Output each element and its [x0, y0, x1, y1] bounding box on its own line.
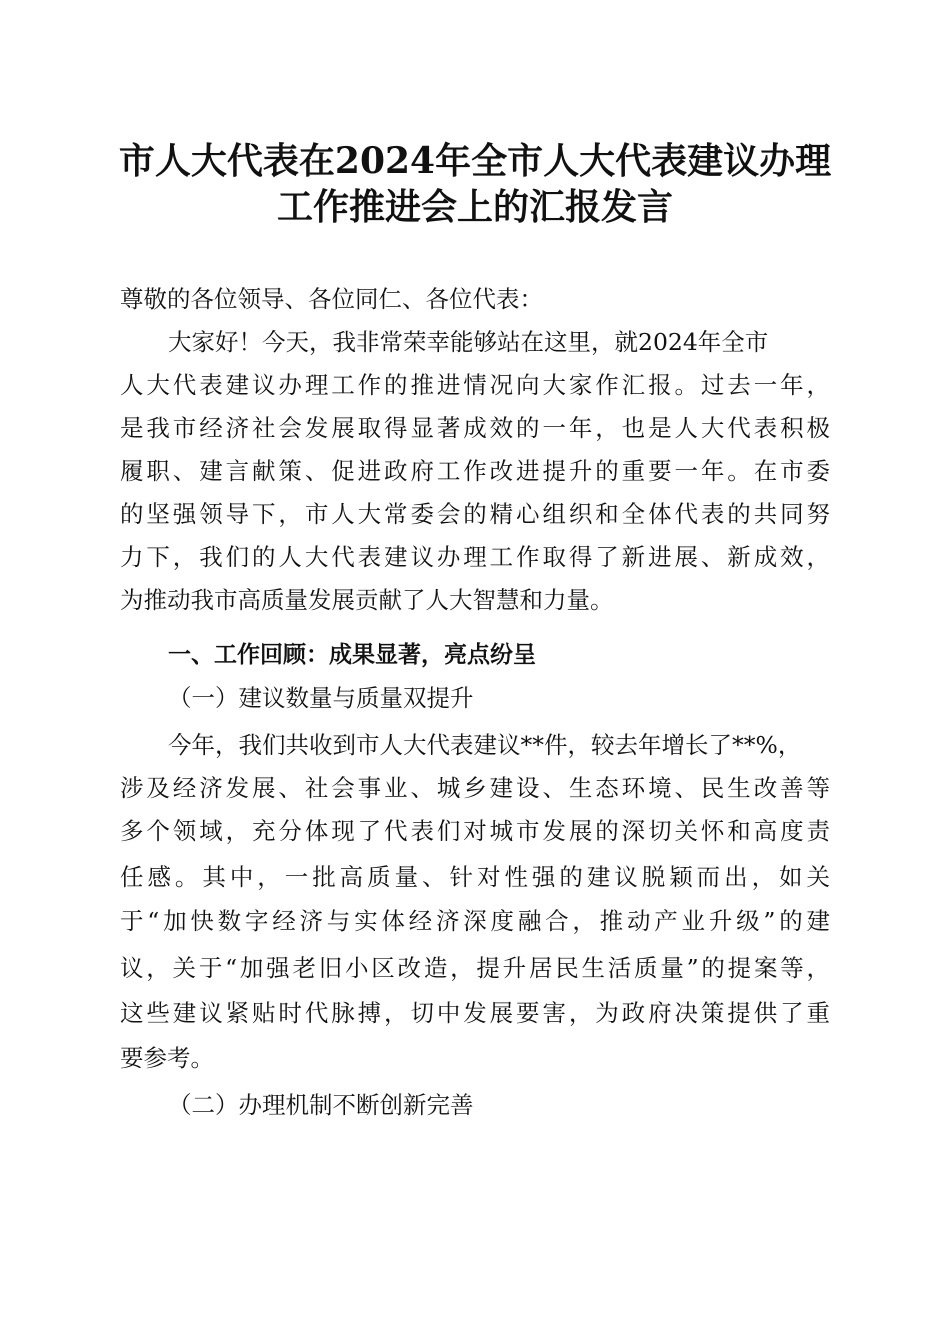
intro-line: 是我市经济社会发展取得显著成效的一年，也是人大代表积极: [120, 414, 830, 442]
subsection-heading: （二）办理机制不断创新完善: [168, 1091, 474, 1119]
body-line: 多个领域，充分体现了代表们对城市发展的深切关怀和高度责: [120, 817, 830, 845]
intro-line: 履职、建言献策、促进政府工作改进提升的重要一年。在市委: [120, 457, 830, 485]
body-line: 今年，我们共收到市人大代表建议**件，较去年增长了**%，: [168, 731, 802, 759]
body-line: 议，关于“加强老旧小区改造，提升居民生活质量”的提案等，: [120, 954, 830, 982]
salutation: 尊敬的各位领导、各位同仁、各位代表：: [120, 285, 543, 313]
intro-line: 大家好！今天，我非常荣幸能够站在这里，就2024年全市: [168, 328, 769, 356]
document-title-line-2: 工作推进会上的汇报发言: [276, 186, 673, 228]
intro-line: 人大代表建议办理工作的推进情况向大家作汇报。过去一年，: [120, 371, 830, 399]
body-line: 这些建议紧贴时代脉搏，切中发展要害，为政府决策提供了重: [120, 999, 830, 1027]
subsection-heading: （一）建议数量与质量双提升: [168, 684, 474, 712]
body-line: 涉及经济发展、社会事业、城乡建设、生态环境、民生改善等: [120, 774, 830, 802]
intro-line: 为推动我市高质量发展贡献了人大智慧和力量。: [120, 586, 614, 614]
body-line: 任感。其中，一批高质量、针对性强的建议脱颖而出，如关: [120, 863, 830, 891]
body-line: 于“加快数字经济与实体经济深度融合，推动产业升级”的建: [120, 907, 830, 935]
body-line: 要参考。: [120, 1044, 214, 1072]
intro-line: 的坚强领导下，市人大常委会的精心组织和全体代表的共同努: [120, 500, 830, 528]
section-heading: 一、工作回顾：成果显著，亮点纷呈: [168, 642, 536, 668]
intro-line: 力下，我们的人大代表建议办理工作取得了新进展、新成效，: [120, 543, 830, 571]
document-title-line-1: 市人大代表在2024年全市人大代表建议办理: [118, 140, 832, 182]
